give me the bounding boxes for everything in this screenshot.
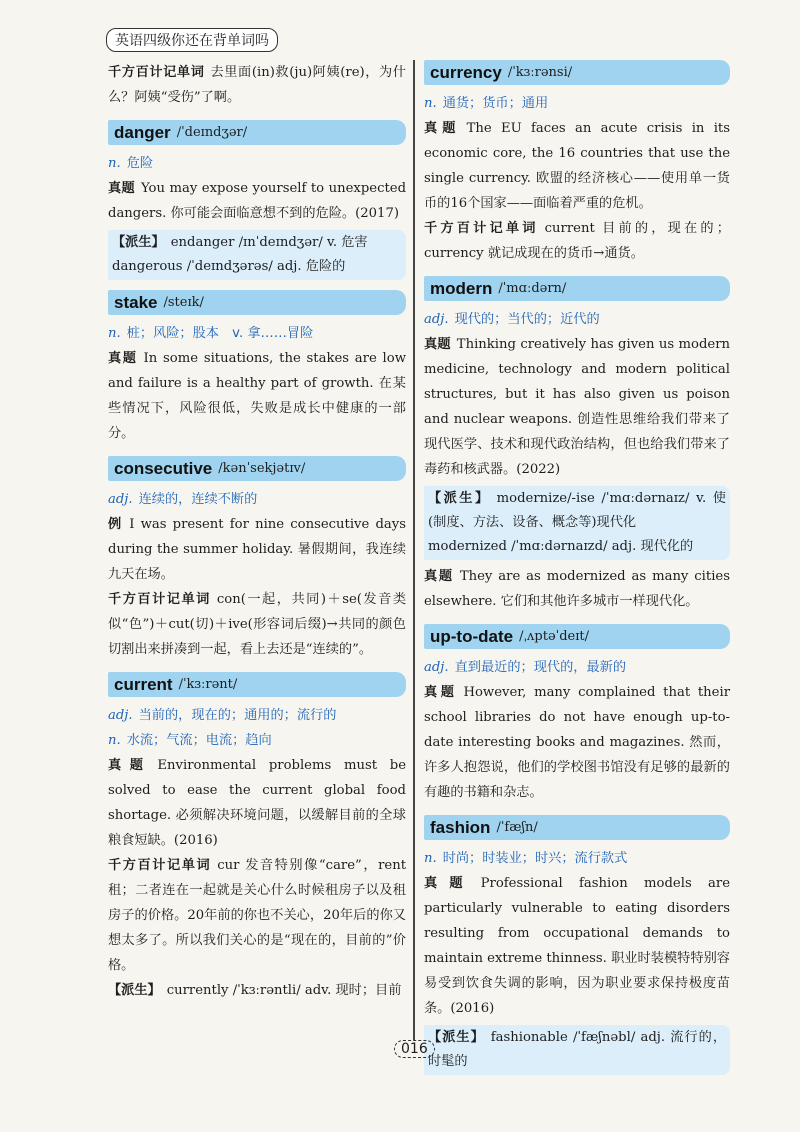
example: 真题 Environmental problems must be solved to ease the current global food shortage. 必须解决环境问题，以缓解目前的全球粮食短缺。(2016) <box>108 758 407 848</box>
example: 真题 Thinking creatively has given us modern medicine, technology and modern political structures, but it has also given us poison and nuclear weapons. 创造性思维给我们带来了现代医学、技术和现代政治结构，但也给我们带来了毒药和核武器。(2022) <box>424 337 731 477</box>
sense-line: n. 桩；风险；股本 v. 拿……冒险 <box>108 326 314 341</box>
sense-line: adj. 当前的，现在的；通用的；流行的 <box>108 708 337 723</box>
entry-heading-stake <box>108 290 406 315</box>
example: 真题 They are as modernized as many cities elsewhere. 它们和其他许多城市一样现代化。 <box>424 569 730 609</box>
sense-line: adj. 现代的；当代的；近代的 <box>424 312 600 327</box>
derivation-box: 【派生】 fashionable /ˈfæʃnəbl/ adj. 流行的，时髦的 <box>424 1025 730 1075</box>
memo-text: 去里面(in)救(ju)阿姨(re)，为什么？阿姨“受伤”了啊。 <box>108 65 406 105</box>
pronunciation: /ˈmɑːdərn/ <box>498 281 567 296</box>
headword: danger <box>114 122 171 142</box>
page-number: 016 <box>394 1040 435 1058</box>
entry-heading-fashion <box>424 815 730 840</box>
sense-line: n. 通货；货币；通用 <box>424 96 549 111</box>
headword: current <box>114 674 173 694</box>
memo: 千方百计记单词 cur 发音特别像“care”，rent 租；二者连在一起就是关心什么时候租房子以及租房子的价格。20年前的你也不关心，20年后的你又想太多了。所以我们关心的是“现在的，目前的”价格。 <box>108 858 406 973</box>
memo: 千方百计记单词 current 目前的，现在的；currency 就记成现在的货币→通货。 <box>424 221 730 261</box>
example: 真题 However, many complained that their school libraries do not have enough up-to-date interesting books and magazines. 然而，许多人抱怨说，他们的学校图书馆没有足够的最新的有趣的书籍和杂志。 <box>424 685 730 800</box>
entry-heading-current <box>108 672 406 697</box>
headword: modern <box>430 278 493 298</box>
example: 真题 The EU faces an acute crisis in its economic core, the 16 countries that use the single currency. 欧盟的经济核心——使用单一货币的16个国家——面临着严重的危机。 <box>424 121 730 211</box>
pronunciation: /ˈdeɪndʒər/ <box>176 125 248 140</box>
entry-heading-up-to-date <box>424 624 730 649</box>
pronunciation: /kənˈsekjətɪv/ <box>218 461 306 476</box>
entry-heading-modern <box>424 276 730 301</box>
pronunciation: /ˈfæʃn/ <box>496 820 538 835</box>
pronunciation: /ˈkɜːrənsi/ <box>507 65 573 80</box>
pronunciation: /ˌʌptəˈdeɪt/ <box>519 629 589 644</box>
example: 真题 In some situations, the stakes are low and failure is a healthy part of growth. 在某些情况下，风险很低，失败是成长中健康的一部分。 <box>108 351 406 441</box>
entry-heading-consecutive <box>108 456 406 481</box>
pronunciation: /ˈkɜːrənt/ <box>178 677 238 692</box>
sense-line: n. 水流；气流；电流；趋向 <box>108 733 272 748</box>
pronunciation: /steɪk/ <box>163 295 204 310</box>
column-divider <box>413 60 415 1040</box>
headword: consecutive <box>114 458 213 478</box>
example: 例 I was present for nine consecutive days during the summer holiday. 暑假期间，我连续九天在场。 <box>108 517 407 582</box>
derivation-box: 【派生】 modernize/-ise /ˈmɑːdərnaɪz/ v. 使(制度、方法、设备、概念等)现代化 modernized /ˈmɑːdərnaɪzd/ adj. 现代化的 <box>424 486 730 560</box>
sense-line: n. 时尚；时装业；时兴；流行款式 <box>424 851 628 866</box>
sense-line: adj. 连续的，连续不断的 <box>108 492 258 507</box>
derivation: 【派生】 currently /ˈkɜːrəntli/ adv. 现时；目前 <box>108 983 402 998</box>
sense-line: n. 危险 <box>108 156 154 171</box>
memo: 千方百计记单词 con(一起，共同)＋se(发音类似“色”)＋cut(切)＋ive(形容词后缀)→共同的颜色切割出来拼凑到一起，看上去还是“连续的”。 <box>108 592 407 657</box>
left-column <box>108 60 406 1003</box>
headword: stake <box>114 292 158 312</box>
example: 真题 Professional fashion models are particularly vulnerable to eating disorders resulting from occupational demands to maintain extreme thinness. 职业时装模特特别容易受到饮食失调的影响，因为职业要求保持极度苗条。(2016) <box>424 876 731 1016</box>
memo-label: 千方百计记单词 <box>108 65 205 80</box>
right-column <box>424 60 730 1079</box>
entry-heading-danger <box>108 120 406 145</box>
example: 真题 You may expose yourself to unexpected dangers. 你可能会面临意想不到的危险。(2017) <box>108 181 407 221</box>
entry-heading-currency <box>424 60 730 85</box>
sense-line: adj. 直到最近的；现代的，最新的 <box>424 660 627 675</box>
page-header-tag: 英语四级你还在背单词吗 <box>106 28 278 52</box>
headword: fashion <box>430 817 491 837</box>
headword: up-to-date <box>430 626 514 646</box>
derivation-box: 【派生】 endanger /ɪnˈdeɪndʒər/ v. 危害 dangerous /ˈdeɪndʒərəs/ adj. 危险的 <box>108 230 406 280</box>
intro-memo <box>108 60 406 110</box>
headword: currency <box>430 62 502 82</box>
